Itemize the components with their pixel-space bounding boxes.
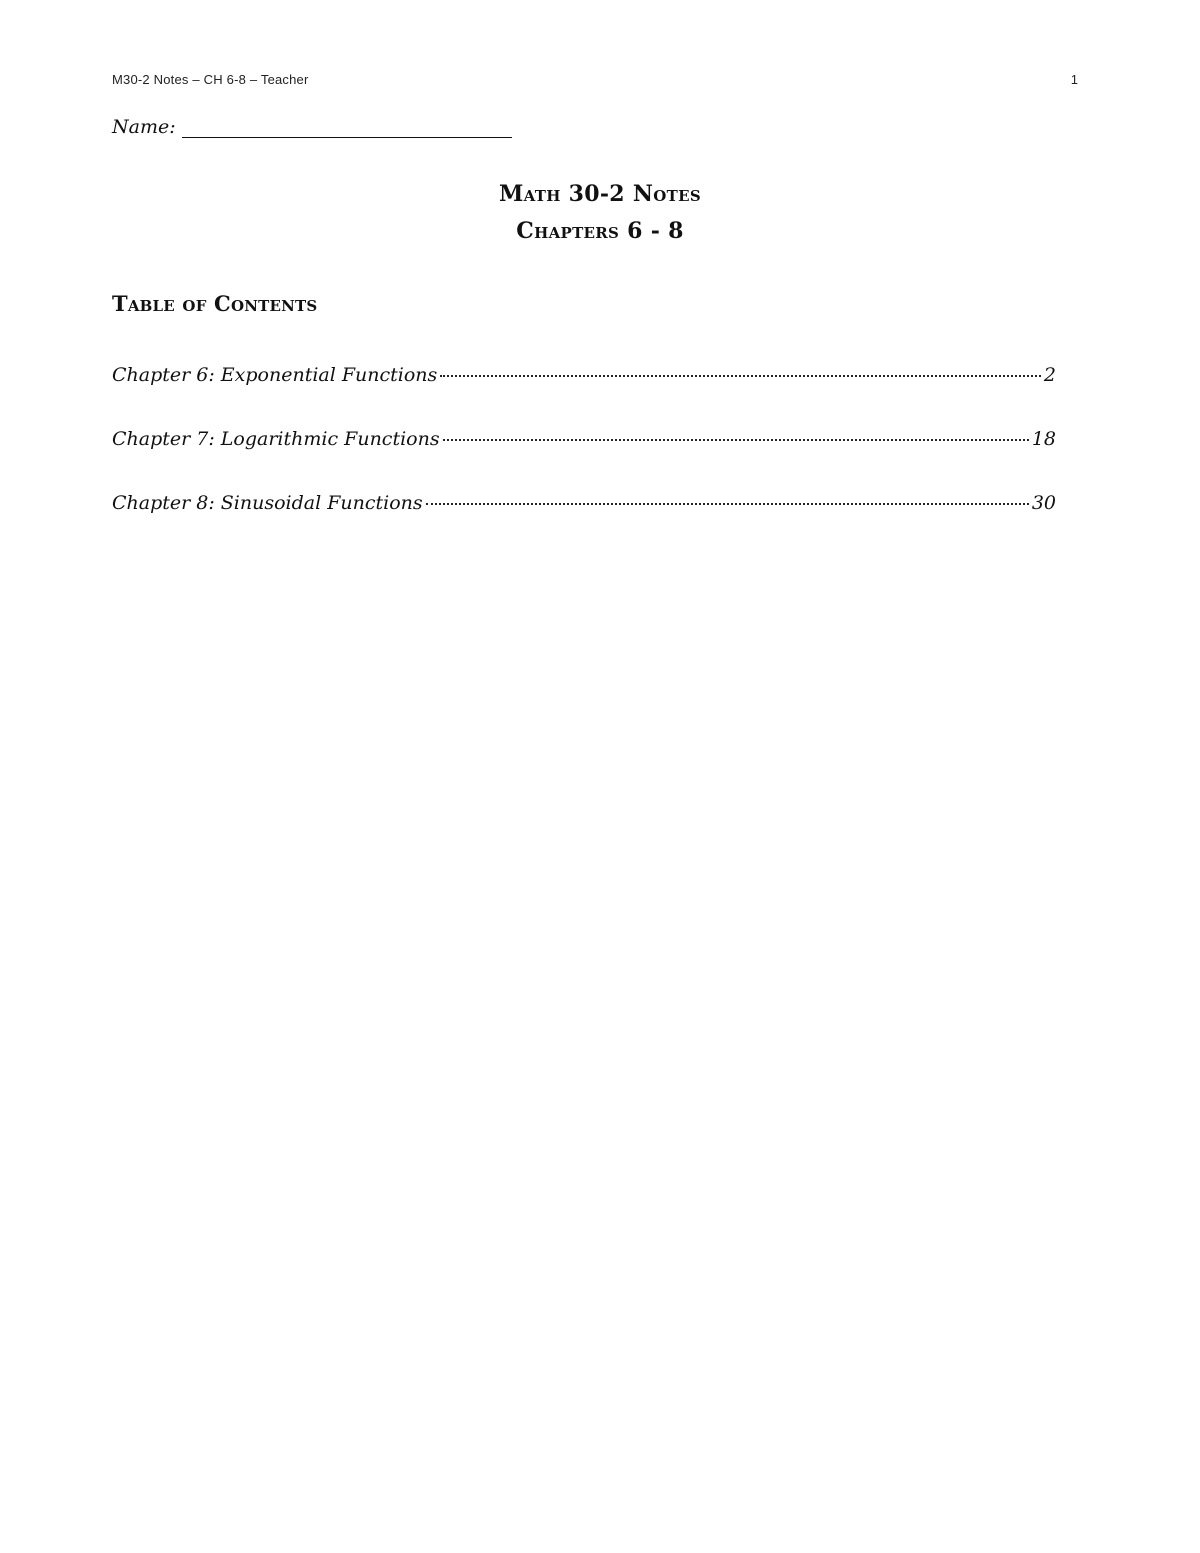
toc-entry-page: 2	[1043, 364, 1056, 386]
table-of-contents	[112, 364, 1056, 556]
toc-entry-chapter-6[interactable]	[112, 364, 1056, 428]
toc-entry-title: Chapter 7: Logarithmic Functions	[112, 428, 440, 450]
toc-entry-title: Chapter 6: Exponential Functions	[112, 364, 438, 386]
document-subtitle: Chapters 6 - 8	[516, 218, 684, 244]
name-blank-line	[182, 117, 512, 138]
name-field-row	[112, 116, 512, 138]
document-title: Math 30-2 Notes	[499, 181, 701, 207]
toc-entry-chapter-8[interactable]	[112, 492, 1056, 556]
running-header: M30-2 Notes – CH 6-8 – Teacher	[112, 72, 309, 87]
page-number: 1	[1070, 72, 1078, 87]
toc-dot-leader	[440, 375, 1041, 377]
toc-dot-leader	[426, 503, 1029, 505]
toc-entry-page: 18	[1031, 428, 1056, 450]
toc-heading: Table of Contents	[112, 291, 318, 316]
name-label: Name:	[112, 116, 176, 138]
toc-entry-title: Chapter 8: Sinusoidal Functions	[112, 492, 423, 514]
toc-dot-leader	[443, 439, 1029, 441]
toc-entry-chapter-7[interactable]	[112, 428, 1056, 492]
toc-entry-page: 30	[1031, 492, 1056, 514]
